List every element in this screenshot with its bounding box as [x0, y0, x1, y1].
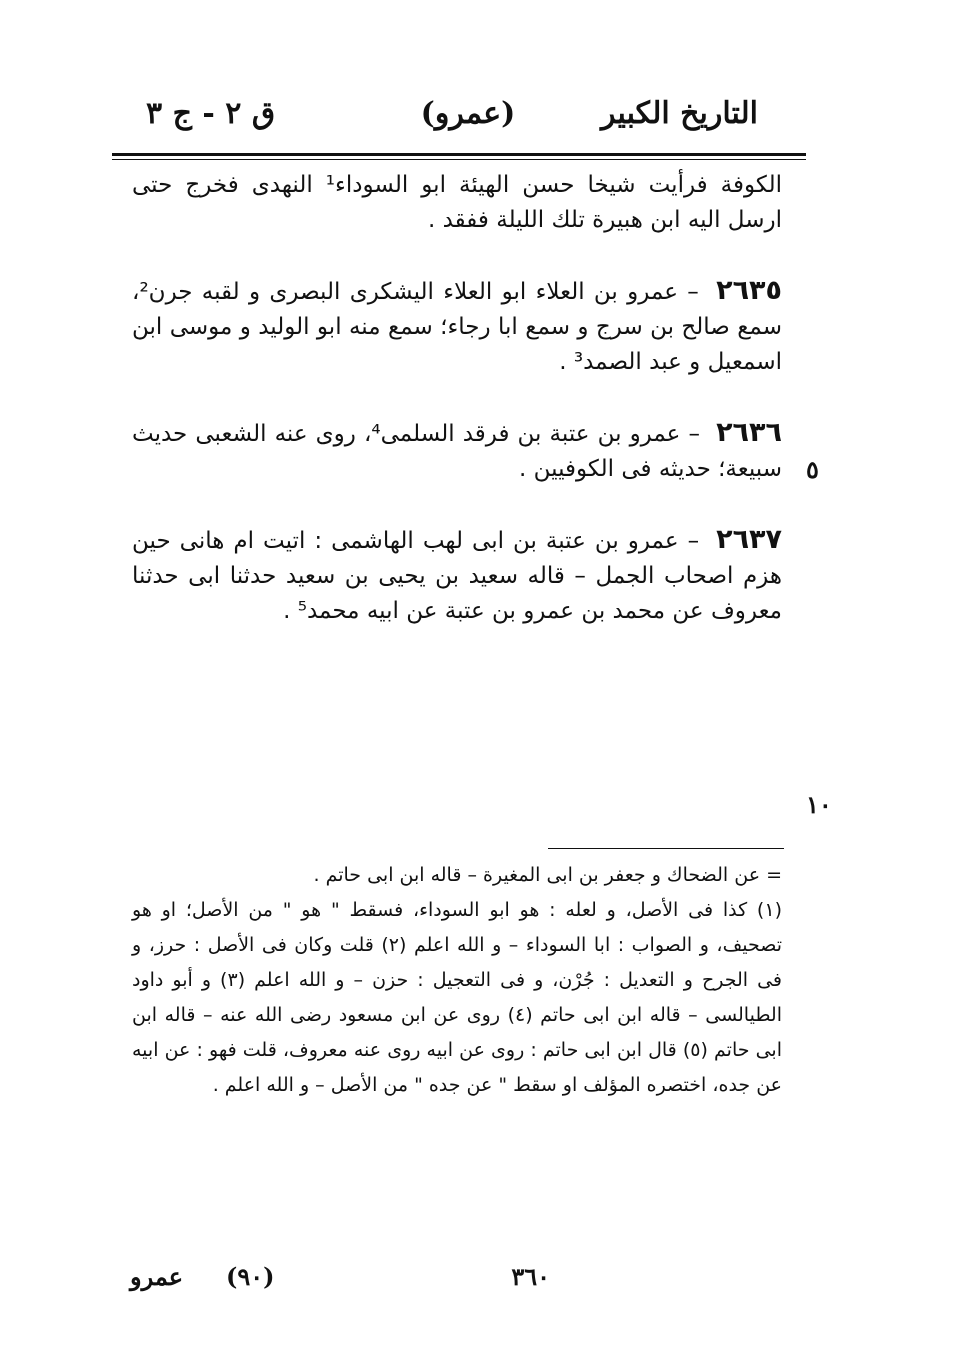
line-marker-5: ٥ — [806, 455, 819, 484]
section-number: (٩٠) — [226, 1262, 275, 1291]
section-heading: (عمرو) — [420, 96, 516, 131]
entry-text: – عمرو بن عتبة بن فرقد السلمى⁴، روى عنه الشعبى حديث سبيعة؛ حديثه فى الكوفيين . — [132, 421, 782, 482]
entry-2635 — [132, 273, 782, 380]
footer-name: عمرو — [130, 1262, 184, 1291]
book-title: التاريخ الكبير — [600, 96, 758, 131]
entry-2637 — [132, 522, 782, 629]
intro-paragraph: الكوفة فرأيت شيخا حسن الهيئة ابو السوداء¹ النهدى فخرج حتى ارسل اليه ابن هبيرة تلك الليلة ففقد . — [132, 172, 782, 233]
volume-label: ق ٢ - ج ٣ — [146, 96, 276, 131]
entry-number: ٢٦٣٦ — [716, 417, 782, 448]
entry-text: – عمرو بن عتبة بن ابى لهب الهاشمى : اتيت ام هانى حين هزم اصحاب الجمل – قاله سعيد بن يحيى بن سعيد حدثنا ابى حدثنا معروف عن محمد بن عمرو بن عتبة عن ابيه محمد⁵ . — [132, 528, 782, 624]
entry-number: ٢٦٣٧ — [716, 524, 783, 555]
page-number: ٣٦٠ — [511, 1262, 550, 1291]
header-rule-thick — [112, 153, 806, 156]
footnotes — [132, 858, 782, 1103]
entry-number: ٢٦٣٥ — [716, 275, 783, 306]
footnote-separator — [548, 848, 784, 849]
entry-text: – عمرو بن العلاء ابو العلاء اليشكرى البصرى و لقبه جرن²، سمع صالح بن سرج و سمع ابا رجاء؛ سمع منه ابو الوليد و موسى ابن اسمعيل و عبد الصمد³ . — [132, 279, 782, 375]
footnote-block: (١) كذا فى الأصل، و لعله : هو ابو السوداء، فسقط " هو " من الأصل؛ او هو تصحيف، و الصواب : ابا السوداء – و الله اعلم (٢) قلت وكان فى الأصل : حرز، و فى الجرح و التعديل : جُرْن، و فى التعجيل : حزن – و الله اعلم (٣) و أبو داود الطيالسى – قاله ابن ابى حاتم (٤) روى عن ابن مسعود رضى الله عنه – قاله ابن ابى حاتم (٥) قال ابن ابى حاتم : روى عن ابيه روى عنه معروف، قلت فهو : عن ابيه عن جده، اختصره المؤلف او سقط " عن جده " من الأصل – و الله اعلم . — [132, 899, 782, 1096]
page-footer — [130, 1262, 550, 1302]
main-text — [132, 168, 782, 664]
line-marker-10: ١٠ — [806, 790, 832, 819]
header-rule-thin — [112, 159, 806, 160]
running-header — [130, 96, 806, 146]
footnote-continuation: = عن الضحاك و جعفر بن ابى المغيرة – قاله ابن ابى حاتم . — [313, 864, 782, 886]
entry-2636 — [132, 415, 782, 487]
